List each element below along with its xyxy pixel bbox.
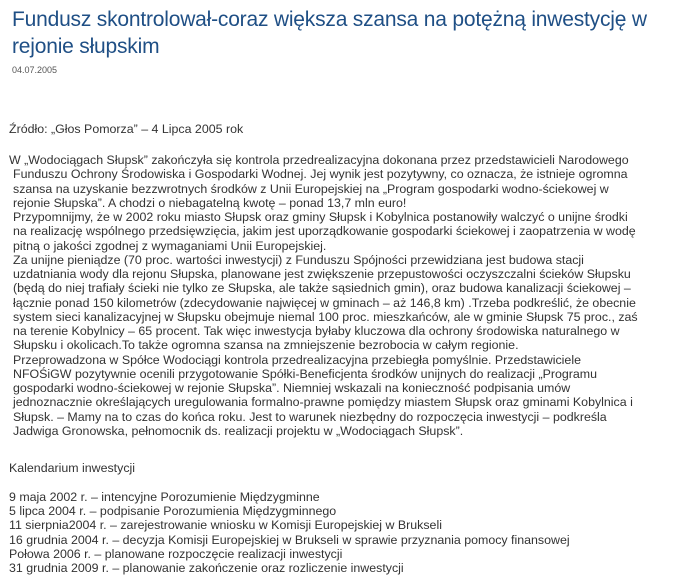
calendar-item: 11 sierpnia2004 r. – zarejestrowanie wniosku w Komisji Europejskiej w Brukseli (9, 518, 442, 533)
paragraph-line: na realizację wspólnego przedsięwzięcia, jakim jest uporządkowanie gospodarki ściekowej i zaopatrzenia w wodę (13, 224, 636, 239)
calendar-heading: Kalendarium inwestycji (9, 461, 136, 475)
paragraph-line: pitną o jakości zgodnej z wymaganiami Unii Europejskiej. (13, 238, 327, 253)
paragraph-line: Przypomnijmy, że w 2002 roku miasto Słupsk oraz gminy Słupsk i Kobylnica postanowiły walczyć o unijne środki (13, 210, 628, 224)
calendar-item: 5 lipca 2004 r. – podpisanie Porozumienia Międzygminnego (9, 504, 337, 519)
paragraph-line: Funduszu Ochrony Środowiska i Gospodarki Wodnej. Jej wynik jest pozytywny, co oznacza, że istnieje ogromna (13, 167, 628, 182)
calendar-item: 16 grudnia 2004 r. – decyzja Komisji Europejskiej w Brukseli w sprawie przyznania pomocy finansowej (9, 532, 570, 547)
article-body (9, 153, 676, 438)
paragraph-line: Słupsku i okolicach.To także ogromna szansa na zmniejszenie bezrobocia w całym regionie. (13, 338, 519, 353)
paragraph-line: Słupsk. – Mamy na to czas do końca roku. Jest to warunek niezbędny do rozpoczęcia inwestycji – podkreśla (13, 409, 607, 424)
paragraph-line: Za unijne pieniądze (70 proc. wartości inwestycji) z Funduszu Spójności przewidziana jest budowa stacji (13, 252, 584, 267)
paragraph-line: łącznie ponad 150 kilometrów (zdecydowanie najwięcej w gminach – aż 146,8 km) .Trzeba podkreślić, że obecnie (13, 295, 636, 310)
paragraph-line: Przeprowadzona w Spółce Wodociągi kontrola przedrealizacyjna przebiegła pomyślnie. Przedstawiciele (13, 352, 581, 367)
article-source: Źródło: „Głos Pomorza” – 4 Lipca 2005 rok (9, 122, 244, 136)
article-paragraph (9, 153, 676, 210)
paragraph-line: rejonie Słupska”. A chodzi o niebagatelną kwotę – ponad 13,7 mln euro! (13, 195, 407, 210)
paragraph-line: Jadwiga Gronowska, pełnomocnik ds. realizacji projektu w „Wodociągach Słupsk”. (13, 423, 464, 438)
calendar-item: Połowa 2006 r. – planowane rozpoczęcie realizacji inwestycji (9, 546, 343, 561)
paragraph-line: gospodarki wodno-ściekowej w rejonie Słupska”. Niemniej wskazali na konieczność podpisania umów (13, 381, 571, 395)
calendar-item: 31 grudnia 2009 r. – planowanie zakończenie oraz rozliczenie inwestycji (9, 561, 404, 576)
paragraph-line: NFOŚiGW pozytywnie ocenili przygotowanie Spółki-Beneficjenta środków unijnych do realizacji „Programu (13, 366, 597, 381)
paragraph-line: jednoznacznie określających uregulowania formalno-prawne pomiędzy miastem Słupsk oraz gminami Kobylnica i (13, 395, 633, 410)
paragraph-line: system sieci kanalizacyjnej w Słupsku obejmuje niemal 100 proc. mieszkańców, ale w gminie Słupsk 75 proc., zaś (13, 309, 638, 324)
paragraph-line: (będą do niej trafiały ścieki nie tylko ze Słupska, ale także sąsiednich gmin), oraz budowa kanalizacji ściekowej – (13, 281, 631, 296)
paragraph-line: na terenie Kobylnicy – 65 procent. Tak więc inwestycja byłaby kluczowa dla ochrony środowiska naturalnego w (13, 324, 620, 338)
article-paragraph (9, 210, 676, 253)
paragraph-line: uzdatniania wody dla rejonu Słupska, planowane jest zwiększenie przepustowości oczyszczalni ścieków Słupsku (13, 267, 631, 281)
paragraph-line: W „Wodociągach Słupsk” zakończyła się kontrola przedrealizacyjna dokonana przez przedstawicieli Narodowego (9, 153, 629, 167)
article-date: 04.07.2005 (12, 65, 58, 75)
paragraph-line: szansa na uzyskanie bezzwrotnych środków z Unii Europejskiej na „Program gospodarki wodno-ściekowej w (13, 181, 609, 196)
article-paragraph (9, 353, 676, 439)
calendar-item: 9 maja 2002 r. – intencyjne Porozumienie Międzygminne (9, 490, 320, 504)
article-title: Fundusz skontrolował-coraz większa szansa na potężną inwestycję w rejonie słupskim (12, 8, 647, 58)
article-paragraph (9, 253, 676, 353)
calendar-list (9, 490, 673, 575)
